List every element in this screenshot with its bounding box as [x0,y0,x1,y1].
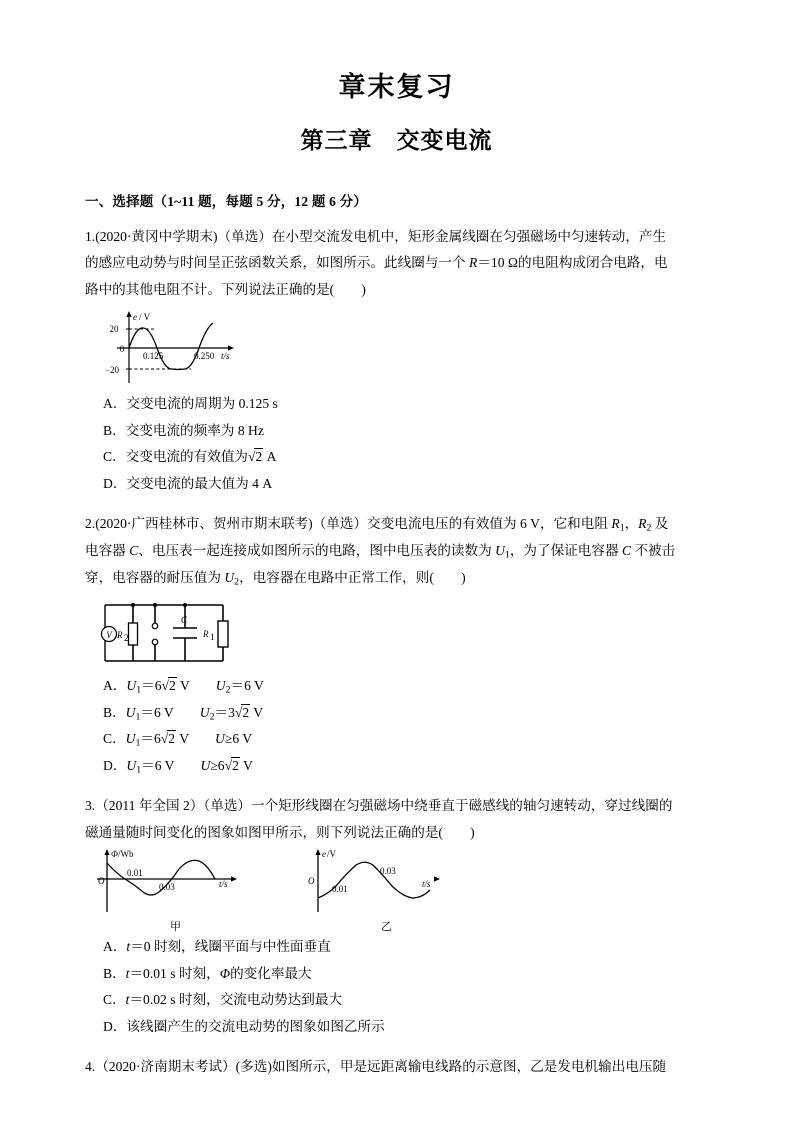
y-axis-unit: / V [139,312,151,323]
question-2-line-1: 2.(2020·广西桂林市、贺州市期末联考)（单选）交变电流电压的有效值为 6 V，它和电阻 $R_1$，$R_2$ 及 [85,516,669,534]
emf-time-graph [304,846,469,918]
option-c-sqrt: √2 [248,449,263,465]
question-1-option-d [85,471,708,498]
flux-tick-003: 0.03 [159,882,175,893]
question-1-figure [85,303,708,391]
question-2-line-3: 穿，电容器的耐压值为 $U_2$，电容器在电路中正常工作，则( ) [85,569,466,587]
option-a-label: A． [103,396,127,412]
option-c-text-pre: 交变电流的有效值为 [125,449,249,465]
flux-x-axis-label: t/s [219,879,228,890]
option-c-radicand: 2 [255,449,263,465]
emf-x-axis-label: t/s [422,879,431,890]
y-axis-label: e [133,312,137,323]
option-a-text: 交变电流的周期为 0.125 s [126,396,278,412]
emf-y-axis-label: e [322,849,326,860]
q2-a-sqrt: √2 [161,678,176,694]
question-1-line-2-post: ＝10 Ω的电阻构成闭合电路，电 [477,255,668,271]
flux-y-axis-unit: /Wb [118,849,134,860]
resistor-r2-sub: 2 [124,633,129,644]
emf-time-figure [304,846,469,934]
option-d-text: 交变电流的最大值为 4 A [126,475,273,491]
question-3-option-a: A．t＝0 时刻，线圈平面与中性面垂直 [85,934,708,961]
question-2-option-b: B．$U_1=6$ V $U_2=3√2$ V [85,700,708,727]
question-4 [85,1040,708,1081]
question-1-line-3: 路中的其他电阻不计。下列说法正确的是( ) [85,281,366,297]
emf-time-sine-graph [95,309,255,387]
page-subtitle: 第三章 交变电流 [300,128,493,155]
q2-d-sqrt: √2 [224,757,239,773]
flux-y-axis-label: Φ [111,849,118,860]
question-1-option-c [85,444,708,471]
question-1-line-1: 1.(2020·黄冈中学期末)（单选）在小型交流发电机中，矩形金属线圈在匀强磁场中匀速转动，产生 [85,228,667,244]
option-c-label: C． [103,449,126,465]
q2-symbol-r1: R [611,516,620,532]
question-1-option-b [85,418,708,445]
x-tick-0125: 0.125 [143,351,164,362]
question-1-resistance-symbol: R [469,255,478,271]
flux-time-graph [93,846,258,918]
page-title: 章末复习 [338,72,455,103]
emf-tick-001: 0.01 [332,884,348,895]
q2-option-c-label: C． [103,731,126,747]
flux-figure-caption: 甲 [170,920,181,934]
question-3-option-d: D．该线圈产生的交流电动势的图象如图乙所示 [85,1014,708,1041]
q2-c-sqrt: √2 [160,731,176,747]
emf-y-axis-unit: /V [327,849,336,860]
q2-option-d-label: D． [103,757,127,773]
q3-option-b-label: B． [103,965,126,981]
emf-figure-caption: 乙 [381,920,392,934]
section-heading: 一、选择题（1~11 题，每题 5 分，12 题 6 分） [85,193,368,209]
question-3-option-c: C．t＝0.02 s 时刻，交流电动势达到最大 [85,987,708,1014]
y-tick-0: 0 [119,344,125,355]
question-3-line-2: 磁通量随时间变化的图象如图甲所示，则下列说法正确的是( ) [85,824,475,840]
x-axis-label: t/s [221,351,230,362]
q2-option-b-label: B． [103,704,126,720]
q2-option-a-label: A． [103,678,127,694]
question-3-figures [85,846,708,934]
q2-b-sqrt: √2 [234,704,250,720]
resistor-r1-sub: 1 [210,632,215,643]
q3-option-d-label: D． [103,1018,127,1034]
emf-origin-label: O [308,876,315,887]
y-tick-neg20: −20 [104,365,120,376]
q2-symbol-u2: U [224,569,235,585]
option-d-label: D． [103,475,127,491]
question-4-line-1: 4.（2020·济南期末考试）(多选)如图所示，甲是远距离输电线路的示意图，乙是发电机输出电压随 [85,1059,667,1075]
ac-circuit-diagram [95,597,245,669]
option-b-label: B． [103,422,126,438]
q2-symbol-u1: U [495,543,505,559]
emf-tick-003: 0.03 [380,866,396,877]
question-3-option-b: B．t＝0.01 s 时刻，Φ的变化率最大 [85,961,708,988]
question-2-figure [85,591,708,673]
question-1-option-a [85,391,708,418]
question-3-line-1: 3.（2011 年全国 2）（单选）一个矩形线圈在匀强磁场中绕垂直于磁感线的轴匀速转动，穿过线圈的 [85,798,673,814]
question-2-option-a: A．$U_1=6√2$ V $U_2=6$ V [85,673,708,700]
x-tick-0250: 0.250 [194,351,215,362]
q3-option-a-label: A． [103,939,127,955]
question-2 [85,497,708,779]
question-2-line-2: 电容器 C、电压表一起连接成如图所示的电路，图中电压表的读数为 $U_1$，为了保证电容器 C 不被击 [85,543,676,561]
option-c-text-post: A [263,449,277,465]
flux-origin-label: O [98,876,105,887]
q3-option-c-label: C． [103,992,126,1008]
resistor-r2-label: R [117,630,123,641]
flux-time-figure [93,846,258,934]
question-2-option-c: C．$U_1=6√2$ V U≥6 V [85,726,708,753]
capacitor-c-label: C [181,615,188,626]
q2-symbol-c: C [129,543,139,559]
y-tick-20: 20 [109,324,119,335]
question-1 [85,210,708,498]
question-1-line-2-pre: 的感应电动势与时间呈正弦函数关系，如图所示。此线圈与一个 [85,255,470,271]
q2-symbol-r2: R [638,516,647,532]
resistor-r1-label: R [203,629,209,640]
flux-tick-001: 0.01 [127,868,143,879]
option-b-text: 交变电流的频率为 8 Hz [125,422,264,438]
voltmeter-icon: V [106,630,112,641]
question-3 [85,779,708,1040]
question-2-option-d: D．$U_1=6$ V U≥6√2 V [85,753,708,780]
question-1-line-2 [85,250,708,277]
